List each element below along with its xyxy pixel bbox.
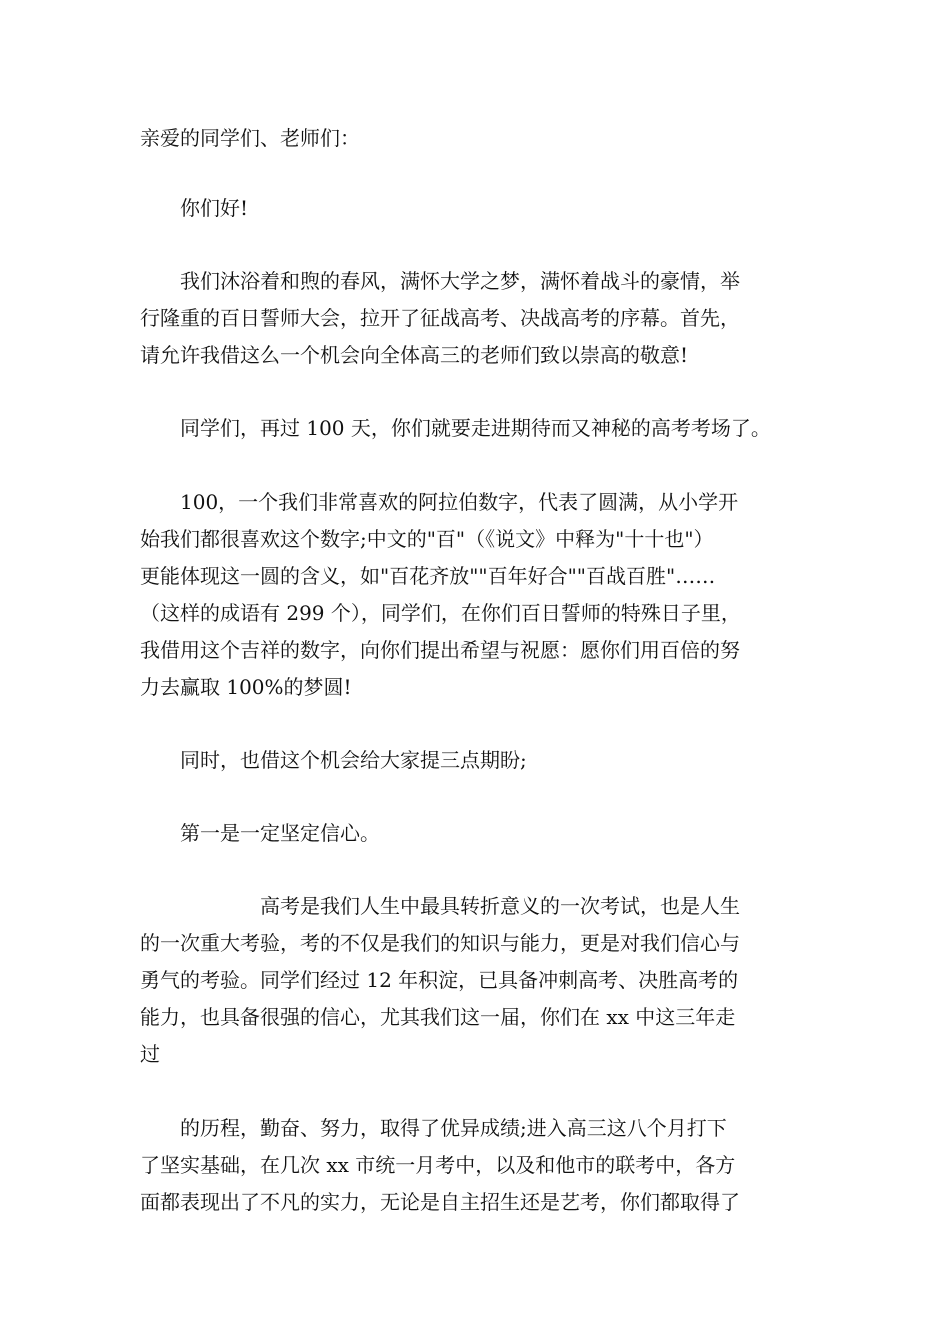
paragraph-hundred-days: 同学们，再过 100 天，你们就要走进期待而又神秘的高考考场了。 [140, 416, 771, 440]
paragraph-opening: 我们沐浴着和煦的春风，满怀大学之梦，满怀着战斗的豪情，举 行隆重的百日誓师大会，拉开了征战高考、决战高考的序幕。首先， 请允许我借这么一个机会向全体高三的老师们致以崇高的敬意! [140, 269, 740, 367]
paragraph-gaokao-meaning: 高考是我们人生中最具转折意义的一次考试，也是人生 的一次重大考验，考的不仅是我们的知识与能力，更是对我们信心与 勇气的考验。同学们经过 12 年积淀，已具备冲刺高考、决胜高考的 能力，也具备很强的信心，尤其我们这一届，你们在 xx 中这三年走 过 [140, 894, 740, 1066]
paragraph-greeting: 你们好! [140, 196, 249, 220]
paragraph-achievements: 的历程，勤奋、努力，取得了优异成绩;进入高三这八个月打下 了坚实基础，在几次 xx 市统一月考中，以及和他市的联考中，各方 面都表现出了不凡的实力，无论是自主招生还是艺考，你们都取得了 [140, 1116, 740, 1214]
paragraph-number-100: 100，一个我们非常喜欢的阿拉伯数字，代表了圆满，从小学开 始我们都很喜欢这个数字;中文的"百"（《说文》中释为"十十也"） 更能体现这一圆的含义，如"百花齐放""百年好合""百战百胜"…… （这样的成语有 299 个），同学们，在你们百日誓师的特殊日子里， 我借用这个吉祥的数字，向你们提出希望与祝愿：愿你们用百倍的努 力去赢取 100%的梦圆! [140, 490, 741, 699]
paragraph-first-point: 第一是一定坚定信心。 [140, 821, 380, 845]
paragraph-three-hopes: 同时，也借这个机会给大家提三点期盼; [140, 748, 527, 772]
salutation: 亲爱的同学们、老师们： [140, 126, 360, 150]
